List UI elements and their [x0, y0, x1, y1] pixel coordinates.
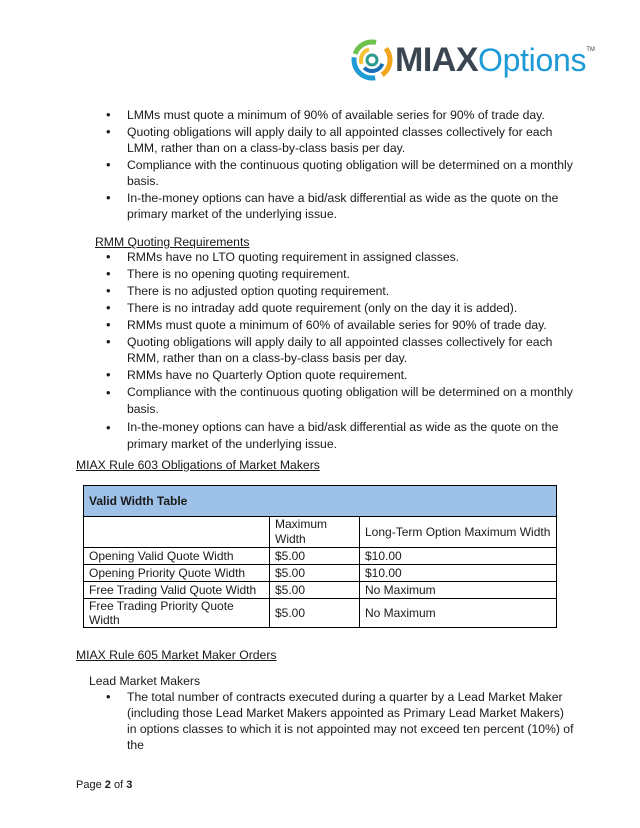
list-item: • In-the-money options can have a bid/ask differential as wide as the quote on the primary market of the underlying issue. — [106, 190, 576, 222]
rmm-requirements-list — [106, 249, 576, 454]
list-item: • Quoting obligations will apply daily to all appointed classes collectively for each LMM, rather than on a class-by-class basis per day. — [106, 124, 576, 156]
list-item: • LMMs must quote a minimum of 90% of available series for 90% of trade day. — [106, 107, 576, 123]
table-cell: Opening Priority Quote Width — [84, 565, 270, 582]
logo-miax-text: MIAX — [395, 41, 478, 79]
lmm-requirements-list — [106, 107, 576, 223]
valid-width-table — [83, 485, 557, 628]
list-item: • Compliance with the continuous quoting obligation will be determined on a monthly basis. — [106, 384, 576, 418]
lead-market-makers-list — [106, 689, 576, 754]
table-row — [84, 582, 557, 599]
logo-wordmark — [395, 41, 595, 80]
table-cell: No Maximum — [360, 582, 557, 599]
table-row — [84, 565, 557, 582]
logo-options-text: Options — [478, 42, 587, 78]
list-item: • There is no opening quoting requirement. — [106, 266, 576, 282]
table-row — [84, 599, 557, 628]
list-item: • In-the-money options can have a bid/ask differential as wide as the quote on the primary market of the underlying issue. — [106, 419, 576, 453]
miax-options-logo — [350, 38, 600, 82]
table-title: Valid Width Table — [84, 486, 557, 517]
table-row — [84, 548, 557, 565]
list-item: • RMMs have no LTO quoting requirement in assigned classes. — [106, 249, 576, 265]
list-item: • There is no intraday add quote requirement (only on the day it is added). — [106, 300, 576, 316]
table-title-row — [84, 486, 557, 517]
list-item: • There is no adjusted option quoting requirement. — [106, 283, 576, 299]
table-cell: $5.00 — [270, 582, 360, 599]
page-footer — [76, 779, 132, 791]
table-cell: Opening Valid Quote Width — [84, 548, 270, 565]
column-header: Maximum Width — [270, 517, 360, 548]
page-word: Page — [76, 779, 102, 791]
of-word: of — [113, 779, 124, 791]
miax-swirl-icon — [350, 38, 394, 82]
lead-market-makers-heading: Lead Market Makers — [89, 674, 201, 688]
column-header: Long-Term Option Maximum Width — [360, 517, 557, 548]
list-item: • RMMs have no Quarterly Option quote requirement. — [106, 367, 576, 383]
table-cell: $5.00 — [270, 565, 360, 582]
current-page-number: 2 — [104, 779, 111, 791]
table-cell: Free Trading Priority Quote Width — [84, 599, 270, 628]
logo-trademark: TM — [586, 47, 595, 53]
table-cell: Free Trading Valid Quote Width — [84, 582, 270, 599]
table-cell: $5.00 — [270, 548, 360, 565]
total-pages-number: 3 — [126, 779, 133, 791]
rule-603-heading: MIAX Rule 603 Obligations of Market Makers — [76, 458, 320, 472]
table-cell: No Maximum — [360, 599, 557, 628]
table-header-row — [84, 517, 557, 548]
table-cell: $5.00 — [270, 599, 360, 628]
rmm-heading: RMM Quoting Requirements — [95, 235, 250, 249]
list-item: • Quoting obligations will apply daily to all appointed classes collectively for each RMM, rather than on a class-by-class basis per day. — [106, 334, 576, 366]
list-item: • RMMs must quote a minimum of 60% of available series for 90% of trade day. — [106, 317, 576, 333]
list-item: • Compliance with the continuous quoting obligation will be determined on a monthly basis. — [106, 157, 576, 189]
table-cell: $10.00 — [360, 565, 557, 582]
table-cell: $10.00 — [360, 548, 557, 565]
rule-605-heading: MIAX Rule 605 Market Maker Orders — [76, 648, 277, 662]
list-item: • The total number of contracts executed during a quarter by a Lead Market Maker (including those Lead Market Makers appointed as Primary Lead Market Makers) in options classes to which it is not appointed may not exceed ten percent (10%) of the — [106, 689, 576, 753]
column-header — [84, 517, 270, 548]
